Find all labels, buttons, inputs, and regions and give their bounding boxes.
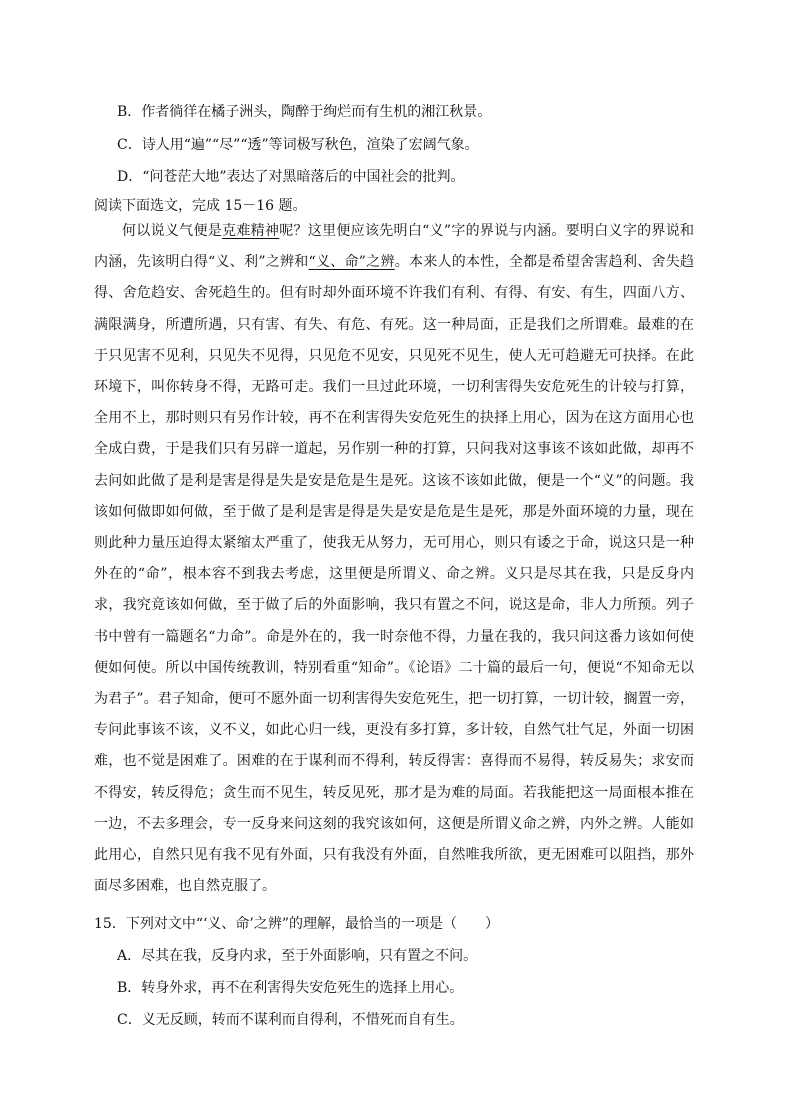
- question-15-option-b: B．转身外求，再不在利害得失安危死生的选择上用心。: [117, 980, 464, 996]
- question-15-option-a: A．尽其在我，反身内求，至于外面影响，只有置之不问。: [117, 948, 478, 964]
- prev-option-c: C．诗人用“遍”“尽”“透”等词极写秋色，渲染了宏阔气象。: [117, 137, 479, 153]
- reading-passage: [94, 216, 694, 902]
- question-15-option-c: C．义无反顾，转而不谋利而自得利，不惜死而自有生。: [117, 1012, 464, 1028]
- passage-text-3: 。本来人的本性，全都是希望舍害趋利、舍失趋得、舍危趋安、舍死趋生的。但有时却外面环境不许我们有利、有得、有安、有生，四面八方、满限满身，所遭所遇，只有害、有失、有危、有死。这一种局面，正是我们之所谓难。最难的在于只见害不见利，只见失不见得，只见危不见安，只见死不见生，使人无可趋避无可抉择。在此环境下，叫你转身不得，无路可走。我们一旦过此环境，一切利害得失安危死生的计较与打算，全用不上，那时则只有另作计较，再不在利害得失安危死生的抉择上用心，因为在这方面用心也全成白费，于是我们只有另辟一道起，另作别一种的打算，只问我对这事该不该如此做，却再不去问如此做了是利是害是得是失是安是危是生是死。这该不该如此做，便是一个“义”的问题。我该如何做即如何做，至于做了是利是害是得是失是安是危是生是死，那是外面环境的力量，现在则此种力量压迫得太紧缩太严重了，使我无从努力，无可用心，则只有诿之于命，说这只是一种外在的“命”，根本容不到我去考虑，这里便是所谓义、命之辨。义只是尽其在我，只是反身内求，我究竟该如何做，至于做了后的外面影响，我只有置之不问，说这是命，非人力所预。列子书中曾有一篇题名“力命”。命是外在的，我一时奈他不得，力量在我的，我只问这番力该如何使便如何使。所以中国传统教训，特别看重“知命”。《论语》二十篇的最后一句，便说“不知命无以为君子”。君子知命，便可不愿外面一切利害得失安危死生，把一切打算，一切计较，搁置一旁，专问此事该不该，义不义，如此心归一线，更没有多打算，多计较，自然气壮气足，外面一切困难，也不觉是困难了。困难的在于谋利而不得利，转反得害：喜得而不易得，转反易失；求安而不得安，转反得危；贪生而不见生，转反见死，那才是为难的局面。若我能把这一局面根本推在一边，不去多理会，专一反身来问这刻的我究该如何，这便是所谓义命之辨，内外之辨。人能如此用心，自然只见有我不见有外面，只有我没有外面，自然唯我所欲，更无困难可以阻挡，那外面尽多困难，也自然克服了。: [94, 254, 694, 895]
- question-15-stem: 15．下列对文中“‘义、命’之辨”的理解，最恰当的一项是（ ）: [94, 916, 500, 932]
- prev-option-d: D．“问苍茫大地”表达了对黑暗落后的中国社会的批判。: [117, 169, 465, 185]
- underlined-term-2: “义、命”之辨: [308, 254, 395, 271]
- passage-text-2: 呢？这里便应该先明白“义”字的界说与内涵。要明白义字的界说和内涵，先该明白得“义、利”之辨和: [94, 223, 694, 271]
- underlined-term-1: 克难精神: [222, 223, 280, 239]
- prev-option-b: B．作者徜徉在橘子洲头，陶醉于绚烂而有生机的湘江秋景。: [117, 104, 492, 120]
- reading-instruction: 阅读下面选文，完成 15－16 题。: [94, 198, 307, 214]
- passage-text-1: 何以说义气便是: [122, 223, 223, 239]
